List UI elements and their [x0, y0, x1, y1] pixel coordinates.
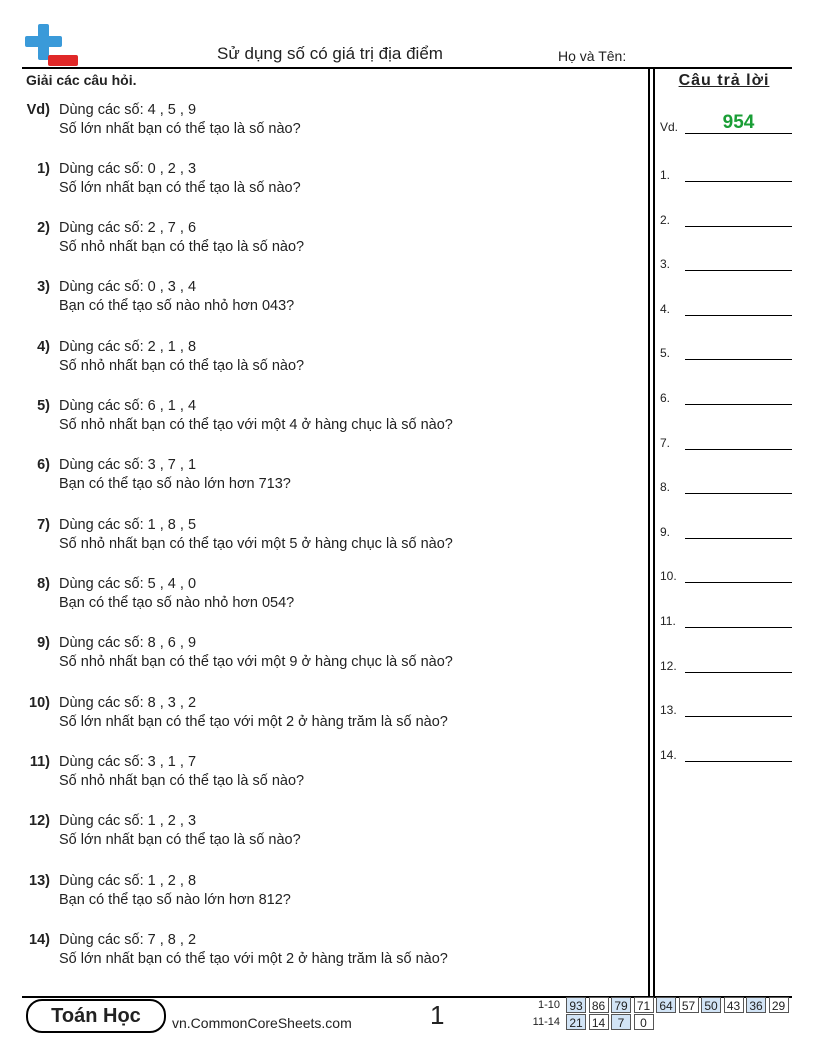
answer-label: 1. — [660, 168, 671, 182]
answer-key-label: 1-10 — [537, 999, 560, 1011]
page-number: 1 — [430, 1000, 445, 1030]
question-line1: Dùng các số: 6 , 1 , 4 — [59, 398, 197, 414]
question-number: 13) — [29, 873, 50, 889]
question-number: 3) — [37, 279, 50, 295]
question-line1: Dùng các số: 3 , 1 , 7 — [59, 754, 197, 770]
answer-key-cell: 86 — [589, 997, 609, 1013]
question-line2: Bạn có thể tạo số nào lớn hơn 713? — [59, 476, 291, 492]
answer-key-cell: 7 — [611, 1014, 631, 1030]
question-number: 8) — [37, 576, 50, 592]
answer-label: 6. — [660, 391, 671, 405]
answer-line[interactable] — [685, 315, 792, 316]
answer-line[interactable] — [685, 761, 792, 762]
answer-label: 2. — [660, 212, 671, 227]
answer-line[interactable] — [685, 359, 792, 360]
answer-line[interactable] — [685, 493, 792, 494]
answer-key-cell: 93 — [566, 997, 586, 1013]
answer-label: 5. — [660, 346, 671, 361]
question-line1: Dùng các số: 8 , 6 , 9 — [59, 635, 197, 651]
question-line2: Số lớn nhất bạn có thể tạo là số nào? — [59, 180, 301, 196]
answer-key-cell: 21 — [566, 1014, 586, 1030]
answer-line[interactable] — [685, 404, 792, 405]
example-answer: 954 — [722, 112, 755, 133]
question-line1: Dùng các số: 0 , 2 , 3 — [59, 161, 197, 177]
question-line1: Dùng các số: 8 , 3 , 2 — [59, 695, 197, 711]
answer-line[interactable] — [685, 449, 792, 450]
answer-key-label: 11-14 — [532, 1016, 560, 1028]
answer-label: Vd. — [660, 120, 679, 134]
question-number: 2) — [37, 220, 50, 236]
question-line2: Số nhỏ nhất bạn có thể tạo với một 9 ở hàng chục là số nào? — [59, 654, 453, 670]
question-line2: Số nhỏ nhất bạn có thể tạo với một 4 ở hàng chục là số nào? — [59, 417, 453, 433]
answer-key-cell: 79 — [611, 997, 631, 1013]
answer-key-cell: 14 — [589, 1014, 609, 1030]
question-line2: Số nhỏ nhất bạn có thể tạo với một 5 ở hàng chục là số nào? — [59, 536, 453, 552]
answer-row-5 — [660, 342, 792, 364]
answer-label: 11. — [660, 614, 676, 628]
page-title: Sử dụng số có giá trị địa điểm — [217, 44, 443, 63]
answer-key-cell: 50 — [701, 997, 721, 1013]
question-line1: Dùng các số: 7 , 8 , 2 — [59, 932, 197, 948]
answer-line[interactable] — [685, 226, 792, 227]
answer-line[interactable] — [685, 538, 792, 539]
answer-row-7 — [660, 432, 792, 454]
column-divider — [653, 67, 655, 997]
answer-row-2 — [660, 209, 792, 231]
question-number: 5) — [37, 398, 50, 414]
footer-divider — [22, 996, 792, 998]
instructions: Giải các câu hỏi. — [26, 72, 137, 88]
answer-row-3 — [660, 253, 792, 275]
answer-key-cell: 29 — [769, 997, 789, 1013]
answer-label: 14. — [660, 747, 677, 762]
question-number: 14) — [29, 932, 50, 948]
brand-badge: Toán Học — [26, 999, 166, 1033]
answer-row-11 — [660, 610, 792, 632]
question-line2: Số lớn nhất bạn có thể tạo với một 2 ở hàng trăm là số nào? — [59, 714, 448, 730]
answers-header: Câu trả lời — [678, 72, 770, 89]
answer-line[interactable] — [685, 716, 792, 717]
answer-label: 8. — [660, 480, 671, 495]
question-number: 1) — [37, 161, 50, 177]
name-label: Họ và Tên: — [558, 48, 627, 64]
answer-line[interactable] — [685, 627, 792, 628]
question-number: Vd) — [26, 102, 50, 118]
question-line2: Số lớn nhất bạn có thể tạo là số nào? — [59, 121, 301, 137]
answer-row-6 — [660, 387, 792, 409]
answer-key-cell: 64 — [656, 997, 676, 1013]
answer-row-8 — [660, 476, 792, 498]
answer-label: 4. — [660, 301, 671, 316]
answer-row-1 — [660, 164, 792, 186]
answer-label: 9. — [660, 524, 671, 539]
question-line2: Số lớn nhất bạn có thể tạo với một 2 ở hàng trăm là số nào? — [59, 951, 448, 967]
answer-key-cell: 43 — [724, 997, 744, 1013]
question-number: 12) — [29, 813, 50, 829]
answer-row-13 — [660, 699, 792, 721]
question-number: 9) — [37, 635, 50, 651]
answer-key-cell: 36 — [746, 997, 766, 1013]
answer-label: 12. — [660, 658, 677, 673]
question-line1: Dùng các số: 2 , 1 , 8 — [59, 339, 197, 355]
question-line1: Dùng các số: 1 , 8 , 5 — [59, 517, 197, 533]
question-line1: Dùng các số: 3 , 7 , 1 — [59, 457, 197, 473]
answer-row-4 — [660, 298, 792, 320]
answer-row-9 — [660, 521, 792, 543]
question-number: 7) — [37, 517, 50, 533]
question-number: 4) — [37, 339, 50, 355]
question-line2: Số nhỏ nhất bạn có thể tạo là số nào? — [59, 239, 305, 255]
question-line2: Số lớn nhất bạn có thể tạo là số nào? — [59, 832, 301, 848]
question-number: 11) — [29, 754, 50, 770]
question-line1: Dùng các số: 4 , 5 , 9 — [59, 102, 197, 118]
question-line1: Dùng các số: 1 , 2 , 3 — [59, 813, 197, 829]
answer-line[interactable] — [685, 270, 792, 271]
logo-icon — [24, 24, 80, 68]
answer-row-14 — [660, 744, 792, 766]
answer-label: 13. — [660, 703, 677, 718]
header-divider — [22, 67, 792, 69]
answer-key-cell: 71 — [634, 997, 654, 1013]
site-url: vn.CommonCoreSheets.com — [172, 1015, 352, 1031]
answer-label: 3. — [660, 257, 671, 272]
question-line1: Dùng các số: 0 , 3 , 4 — [59, 279, 197, 295]
answer-key-cell: 0 — [634, 1014, 654, 1030]
answer-label: 10. — [660, 569, 677, 584]
question-line1: Dùng các số: 2 , 7 , 6 — [59, 220, 197, 236]
answer-key-cell: 57 — [679, 997, 699, 1013]
question-line2: Bạn có thể tạo số nào lớn hơn 812? — [59, 892, 291, 908]
answer-line[interactable] — [685, 181, 792, 182]
question-line2: Bạn có thể tạo số nào nhỏ hơn 043? — [59, 298, 295, 314]
answer-row-example — [660, 112, 792, 138]
answer-label: 7. — [660, 435, 671, 450]
question-line2: Bạn có thể tạo số nào nhỏ hơn 054? — [59, 595, 295, 611]
answer-line[interactable] — [685, 672, 792, 673]
question-line2: Số nhỏ nhất bạn có thể tạo là số nào? — [59, 358, 305, 374]
answer-line[interactable] — [685, 582, 792, 583]
column-divider — [648, 67, 650, 997]
answer-row-10 — [660, 565, 792, 587]
question-line1: Dùng các số: 1 , 2 , 8 — [59, 873, 197, 889]
question-line2: Số nhỏ nhất bạn có thể tạo là số nào? — [59, 773, 305, 789]
answer-row-12 — [660, 655, 792, 677]
question-number: 6) — [37, 457, 50, 473]
question-number: 10) — [29, 695, 50, 711]
question-line1: Dùng các số: 5 , 4 , 0 — [59, 576, 197, 592]
